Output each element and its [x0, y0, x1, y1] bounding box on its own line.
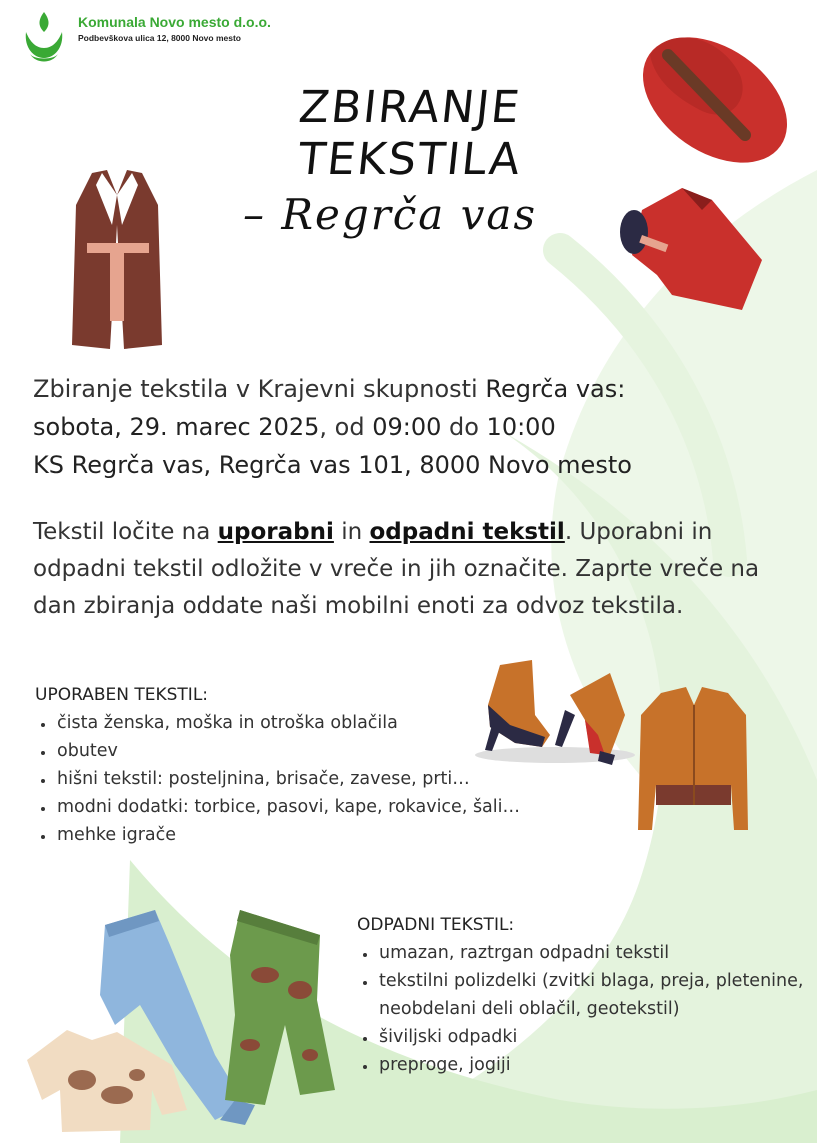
waste-heading: ODPADNI TEKSTIL: — [357, 915, 515, 935]
list-item: • modni dodatki: torbice, pasovi, kape, rokavice, šali… — [55, 793, 595, 821]
title-line-2: TEKSTILA — [295, 134, 525, 185]
intro-part-3: . Uporabni in odpadni tekstil odložite v vreče in jih označite. Zaprte vreče na dan zbiranja oddate naši mobilni enoti za odvoz tekstila. — [33, 519, 760, 619]
intro-part-2: in — [333, 519, 370, 545]
stained-shirt-icon — [22, 1020, 192, 1135]
info-location-name: Regrča vas: — [485, 375, 626, 403]
list-item: • preproge, jogiji — [377, 1051, 812, 1079]
from-word: , od — [319, 413, 373, 441]
company-header — [78, 14, 271, 44]
intro-paragraph — [33, 514, 793, 625]
page-title — [200, 82, 620, 244]
list-item: • obutev — [55, 737, 595, 765]
jacket-icon — [636, 685, 756, 835]
coat-icon — [62, 165, 172, 355]
usable-heading: UPORABEN TEKSTIL: — [35, 685, 209, 705]
logo-icon — [20, 10, 68, 68]
info-intro-text: Zbiranje tekstila v Krajevni skupnosti — [33, 375, 486, 403]
time-to: 10:00 — [486, 413, 556, 441]
usable-textile-section — [35, 685, 595, 849]
company-name: Komunala Novo mesto d.o.o. — [78, 14, 271, 30]
list-item: • tekstilni polizdelki (zvitki blaga, preja, pletenine, neobdelani deli oblačil, geotekstil) — [377, 967, 812, 1023]
waste-textile-section — [357, 915, 812, 1079]
title-line-3: – Regrča vas — [242, 190, 538, 239]
usable-list — [35, 709, 595, 849]
info-line-1 — [33, 370, 793, 408]
list-item: • čista ženska, moška in otroška oblačila — [55, 709, 595, 737]
title-line-1: ZBIRANJE — [296, 82, 524, 133]
list-item: • umazan, raztrgan odpadni tekstil — [377, 939, 812, 967]
event-info — [33, 370, 793, 484]
green-pants-icon — [205, 905, 345, 1135]
list-item: • mehke igrače — [55, 821, 595, 849]
to-word: do — [441, 413, 487, 441]
list-item: • šiviljski odpadki — [377, 1023, 812, 1051]
info-line-2 — [33, 408, 793, 446]
company-address: Podbevškova ulica 12, 8000 Novo mesto — [78, 33, 241, 43]
usable-keyword: uporabni — [217, 519, 334, 545]
waste-keyword: odpadni tekstil — [369, 519, 565, 545]
red-shirt-icon — [612, 180, 767, 325]
intro-part-1: Tekstil ločite na — [33, 519, 218, 545]
waste-list — [357, 939, 812, 1079]
time-from: 09:00 — [372, 413, 442, 441]
event-location: KS Regrča vas, Regrča vas 101, 8000 Novo mesto — [33, 451, 632, 479]
hat-icon — [630, 15, 790, 170]
list-item: • hišni tekstil: posteljnina, brisače, zavese, prti… — [55, 765, 595, 793]
event-date: sobota, 29. marec 2025 — [33, 413, 320, 441]
